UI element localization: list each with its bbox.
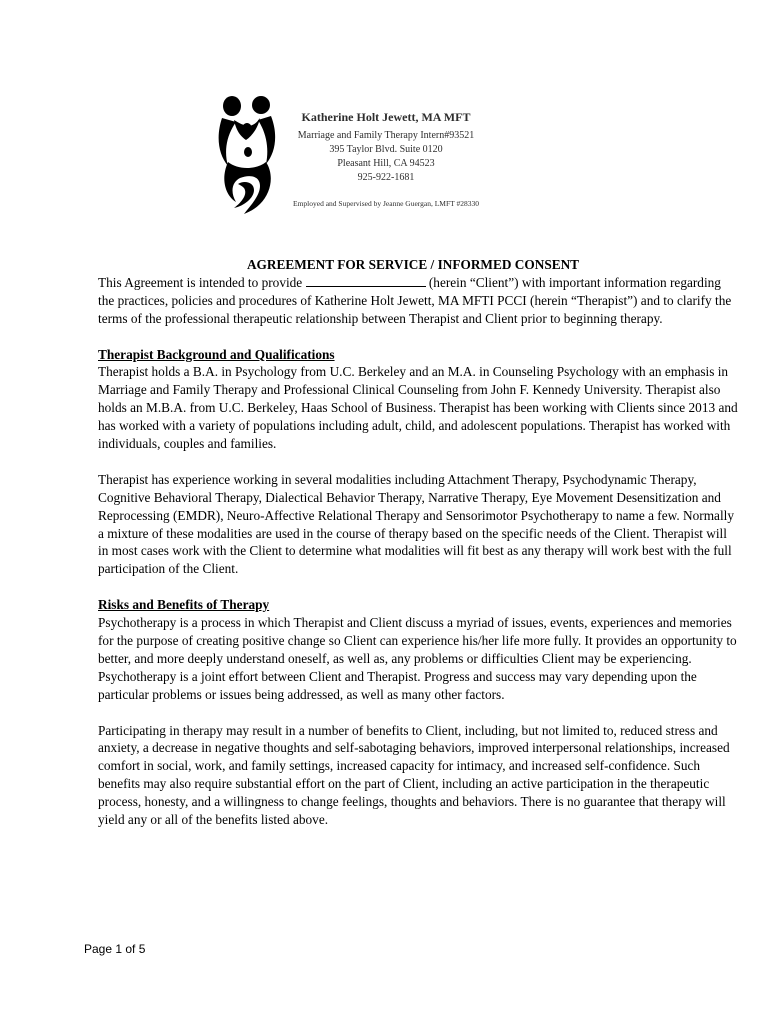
risks-paragraph-1: Psychotherapy is a process in which Therapist and Client discuss a myriad of issues, events, experiences and memories for the purpose of creating positive change so Client can experience his/her life more fully. It provides an opportunity to better, and more deeply understand oneself, as well as, any problems or difficulties Client may be experiencing. Psychotherapy is a joint effort between Client and Therapist. Progress and success may vary depending upon the particular problems or issues being addressed, as well as many other factors. (98, 615, 737, 702)
intro-text-end: (herein “Client”) with important information regarding the practices, policies and procedures of Katherine Holt Jewett, MA MFTI PCCI (herein “Therapist”) and to clarify the terms of the professional therapeutic relationship between Therapist and Client prior to beginning therapy. (98, 274, 732, 326)
page-number: Page 1 of 5 (84, 942, 146, 956)
intro-text-start: This Agreement is intended to provide (98, 274, 306, 290)
background-paragraph-2: Therapist has experience working in several modalities including Attachment Therapy, Psychodynamic Therapy, Cognitive Behavioral Therapy, Dialectical Behavior Therapy, Narrative Therapy, Eye Movement Desensitization and Reprocessing (EMDR), Neuro-Affective Relational Therapy and Sensorimotor Psychotherapy to name a few. Normally a mixture of these modalities are used in the course of therapy based on the specific needs of the Client. Therapist will in most cases work with the Client to determine what modalities will fit best as any therapy will work best with the full participation of the Client. (98, 471, 734, 577)
letterhead-name: Katherine Holt Jewett, MA MFT (301, 110, 471, 124)
spacer (98, 453, 738, 471)
section-heading-background: Therapist Background and Qualifications (98, 346, 335, 362)
intro-paragraph (98, 274, 738, 328)
spacer (98, 578, 738, 596)
letterhead-phone: 925-922-1681 (357, 172, 415, 183)
background-paragraph-1: Therapist holds a B.A. in Psychology from U.C. Berkeley and an M.A. in Counseling Psychology with an emphasis in Marriage and Family Therapy and Professional Clinical Counseling from John F. Kennedy University. Therapist also holds an M.B.A. from U.C. Berkeley, Haas School of Business. Therapist has been working with Clients since 2013 and has worked with a variety of populations including adult, child, and adolescent populations. Therapist has worked with individuals, couples and families. (98, 364, 738, 452)
letterhead-city: Pleasant Hill, CA 94523 (337, 158, 435, 169)
letterhead-street: 395 Taylor Blvd. Suite 0120 (329, 144, 443, 155)
client-name-blank[interactable] (306, 275, 426, 287)
document-title: AGREEMENT FOR SERVICE / INFORMED CONSENT (246, 257, 580, 272)
section-heading-risks: Risks and Benefits of Therapy (98, 597, 270, 613)
risks-paragraph-2: Participating in therapy may result in a number of benefits to Client, including, but not limited to, reduced stress and anxiety, a decrease in negative thoughts and self-sabotaging behaviors, improved interpersonal relationships, increased comfort in social, work, and family settings, increased capacity for intimacy, and increased self-confidence. Such benefits may also require substantial effort on the part of Client, including an active participation in the therapeutic process, honesty, and a willingness to change feelings, thoughts and behaviors. There is no guarantee that therapy will yield any or all of the benefits listed above. (98, 722, 730, 828)
document-body (98, 256, 738, 829)
family-figures-logo-icon (214, 96, 280, 214)
spacer (98, 704, 738, 722)
letterhead (286, 110, 486, 209)
spacer (98, 328, 738, 346)
letterhead-license: Marriage and Family Therapy Intern#93521 (297, 130, 475, 141)
letterhead-supervision: Employed and Supervised by Jeanne Guergan, LMFT #28330 (293, 199, 479, 208)
